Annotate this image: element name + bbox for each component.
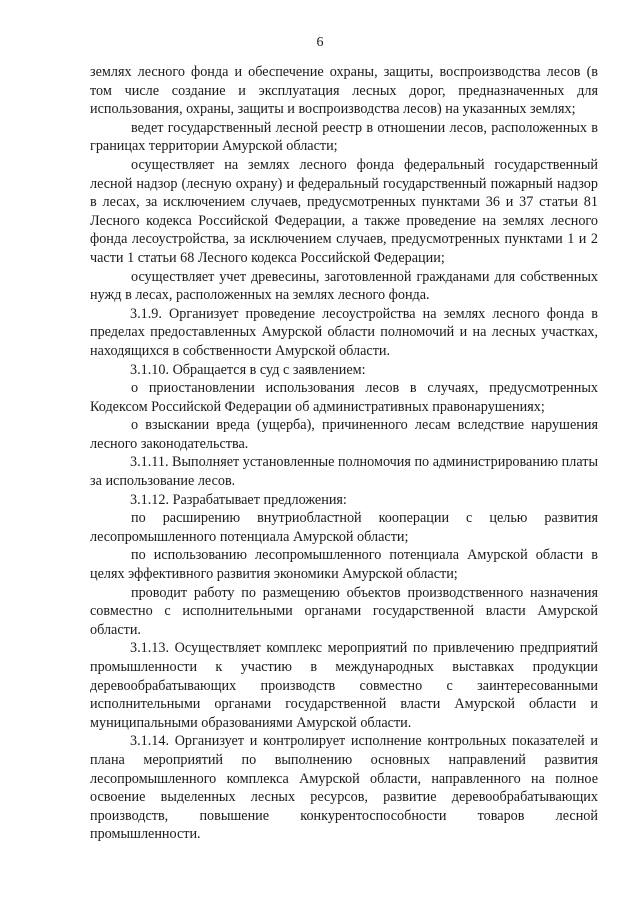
clause-3-1-12-item-facilities: проводит работу по размещению объектов производственного назначения совместно с исполнительными органами государственной власти Амурской области. bbox=[90, 584, 598, 638]
clause-3-1-13: 3.1.13. Осуществляет комплекс мероприятий по привлечению предприятий промышленности к участию в международных выставках продукции деревообрабатывающих производств совместно с заинтересованными исполнительными органами государственной власти Амурской области и муниципальными образованиями Амурской области. bbox=[90, 640, 598, 731]
paragraph-forest-registry: ведет государственный лесной реестр в отношении лесов, расположенных в границах территории Амурской области; bbox=[90, 119, 598, 155]
clause-3-1-12: 3.1.12. Разрабатывает предложения: bbox=[130, 491, 347, 508]
clause-3-1-14: 3.1.14. Организует и контролирует исполнение контрольных показателей и плана мероприятий по выполнению основных направлений развития лесопромышленного комплекса Амурской области, направленного на полное освоение выделенных лесных ресурсов, развитие деревообрабатывающих производств, повышение конкурентоспособности товаров лесной промышленности. bbox=[90, 733, 598, 843]
paragraph-continuation: землях лесного фонда и обеспечение охраны, защиты, воспроизводства лесов (в том числе создание и эксплуатация лесных дорог, предназначенных для использования, охраны, защиты и воспроизводства лесов) на указанных землях; bbox=[90, 64, 598, 118]
paragraph-forest-supervision: осуществляет на землях лесного фонда федеральный государственный лесной надзор (лесную охрану) и федеральный государственный пожарный надзор в лесах, за исключением случаев, предусмотренных пунктами 36 и 37 статьи 81 Лесного кодекса Российской Федерации, а также проведение на землях лесного фонда лесоустройства, за исключением случаев, предусмотренных пунктами 1 и 2 части 1 статьи 68 Лесного кодекса Российской Федерации; bbox=[90, 156, 598, 266]
document-body bbox=[90, 63, 598, 844]
clause-3-1-10: 3.1.10. Обращается в суд с заявлением: bbox=[130, 361, 366, 378]
clause-3-1-10-item-suspension: о приостановлении использования лесов в случаях, предусмотренных Кодексом Российской Федерации об административных правонарушениях; bbox=[90, 380, 598, 415]
clause-3-1-12-item-potential: по использованию лесопромышленного потенциала Амурской области в целях эффективного развития экономики Амурской области; bbox=[90, 547, 598, 583]
clause-3-1-12-item-cooperation: по расширению внутриобластной кооперации с целью развития лесопромышленного потенциала Амурской области; bbox=[90, 510, 598, 545]
paragraph-timber-accounting: осуществляет учет древесины, заготовленной гражданами для собственных нужд в лесах, расположенных на землях лесного фонда. bbox=[90, 268, 598, 304]
clause-3-1-9: 3.1.9. Организует проведение лесоустройства на землях лесного фонда в пределах предоставленных Амурской области полномочий и на лесных участках, находящихся в собственности Амурской области. bbox=[90, 305, 598, 359]
page-number: 6 bbox=[316, 35, 324, 50]
clause-3-1-10-item-damages: о взыскании вреда (ущерба), причиненного лесам вследствие нарушения лесного законодательства. bbox=[90, 417, 598, 452]
clause-3-1-11: 3.1.11. Выполняет установленные полномочия по администрированию платы за использование лесов. bbox=[90, 454, 598, 490]
